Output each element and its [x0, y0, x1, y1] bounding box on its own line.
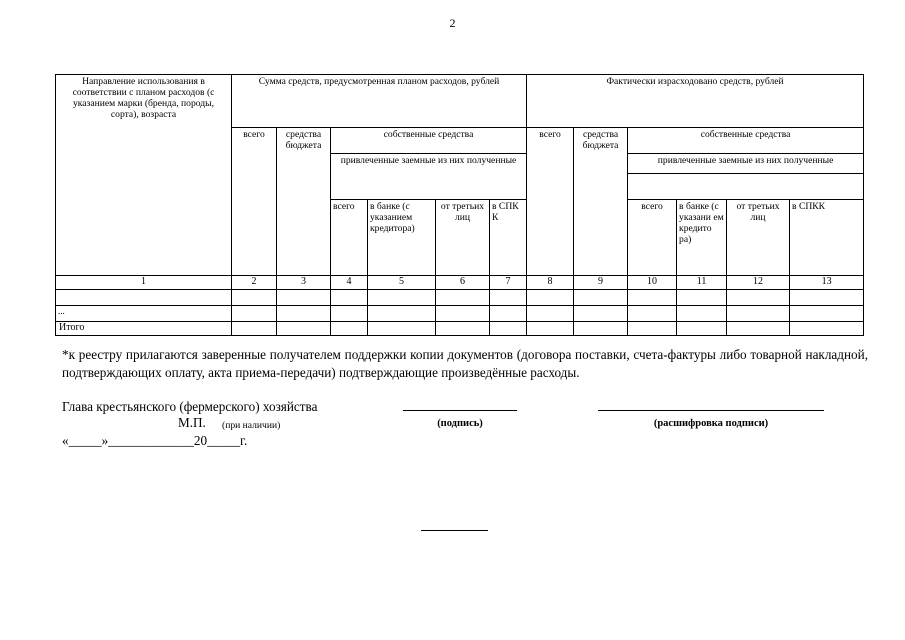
table-cell [574, 322, 628, 336]
header-total: всего [232, 128, 277, 276]
table-cell [56, 290, 232, 306]
table-row [56, 290, 864, 306]
header-budget-funds-actual: средства бюджета [574, 128, 628, 276]
table-cell [677, 322, 727, 336]
header-direction: Направление использования в соответствии с планом расходов (с указанием марки (бренда, породы, сорта), возраста [56, 75, 232, 276]
table-cell [790, 290, 864, 306]
header-from-third-actual: от третьих лиц [727, 200, 790, 276]
column-number: 12 [727, 276, 790, 290]
column-number: 5 [368, 276, 436, 290]
header-sub-total-actual: всего [628, 200, 677, 276]
table-cell [628, 290, 677, 306]
column-number: 4 [331, 276, 368, 290]
table-cell [232, 306, 277, 322]
table-cell [490, 322, 527, 336]
header-sub-total: всего [331, 200, 368, 276]
header-from-third: от третьих лиц [436, 200, 490, 276]
ellipsis-cell: ... [56, 306, 232, 322]
table-cell [677, 306, 727, 322]
table-cell [527, 290, 574, 306]
table-cell [527, 322, 574, 336]
table-cell [490, 306, 527, 322]
stamp-note: (при наличии) [222, 420, 281, 431]
signature-caption: (подпись) [437, 418, 483, 429]
footnote: *к реестру прилагаются заверенные получателем поддержки копии документов (договора поставки, счета-фактуры либо товарной накладной, подтверждающих оплату, акта приема-передачи) подтверждающие произведённые расходы. [62, 347, 868, 380]
header-actual-spent: Фактически израсходовано средств, рублей [527, 75, 864, 128]
table-cell [331, 306, 368, 322]
column-number: 8 [527, 276, 574, 290]
column-number: 10 [628, 276, 677, 290]
header-borrowed: привлеченные заемные из них полученные [331, 154, 527, 200]
table-cell [790, 306, 864, 322]
table-cell [368, 322, 436, 336]
table-cell [727, 322, 790, 336]
column-number-row [56, 276, 864, 290]
table-cell [727, 306, 790, 322]
header-in-spkk-actual: в СПКК [790, 200, 864, 276]
header-borrowed-actual: привлеченные заемные из них полученные [628, 154, 864, 174]
table-cell [436, 290, 490, 306]
column-number: 9 [574, 276, 628, 290]
table-cell [331, 322, 368, 336]
page-number: 2 [449, 16, 456, 30]
header-own-funds-actual: собственные средства [628, 128, 864, 154]
expense-table [55, 74, 864, 336]
table-cell [232, 322, 277, 336]
header-planned-sum: Сумма средств, предусмотренная планом расходов, рублей [232, 75, 527, 128]
date-line: «_____»_____________20_____г. [62, 433, 248, 448]
table-cell [368, 306, 436, 322]
column-number: 2 [232, 276, 277, 290]
table-cell [436, 322, 490, 336]
signature-decoding-caption: (расшифровка подписи) [653, 418, 769, 429]
column-number: 3 [277, 276, 331, 290]
total-row [56, 322, 864, 336]
table-cell [331, 290, 368, 306]
column-number: 6 [436, 276, 490, 290]
signature-decoding-line [598, 410, 824, 411]
table-row [56, 306, 864, 322]
table-cell [677, 290, 727, 306]
header-in-bank: в банке (с указанием кредитора) [368, 200, 436, 276]
stamp-label: М.П. [178, 415, 206, 430]
table-cell [436, 306, 490, 322]
table-cell [790, 322, 864, 336]
table-cell [368, 290, 436, 306]
table-cell [277, 290, 331, 306]
table-cell [277, 306, 331, 322]
table-cell [574, 306, 628, 322]
table-cell [490, 290, 527, 306]
bottom-rule [421, 530, 488, 531]
signature-line [403, 410, 517, 411]
table-cell [628, 322, 677, 336]
column-number: 11 [677, 276, 727, 290]
table-cell [628, 306, 677, 322]
column-number: 13 [790, 276, 864, 290]
header-in-spkk: в СПК К [490, 200, 527, 276]
table-cell [232, 290, 277, 306]
header-borrowed-actual-spacer [628, 174, 864, 200]
header-total-actual: всего [527, 128, 574, 276]
table-cell [574, 290, 628, 306]
header-own-funds: собственные средства [331, 128, 527, 154]
total-label: Итого [56, 322, 232, 336]
column-number: 7 [490, 276, 527, 290]
table-cell [527, 306, 574, 322]
table-cell [727, 290, 790, 306]
head-of-farm-label: Глава крестьянского (фермерского) хозяйства [62, 399, 318, 414]
header-budget-funds: средства бюджета [277, 128, 331, 276]
table-cell [277, 322, 331, 336]
column-number: 1 [56, 276, 232, 290]
header-in-bank-actual: в банке (с указани ем кредито ра) [677, 200, 727, 276]
